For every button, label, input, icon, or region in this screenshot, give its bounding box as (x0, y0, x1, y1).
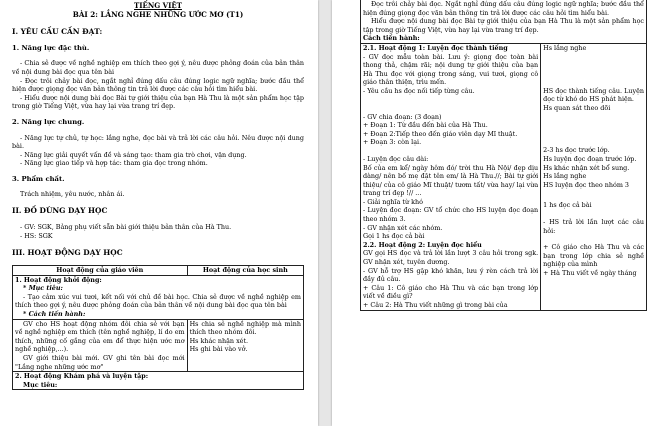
teacher-activity: - GV hỗ trợ HS gặp khó khăn, lưu ý rèn cách trả lời đầy đủ câu. (363, 266, 539, 284)
paragraph: - Chia sẻ được về nghề nghiệp em thích theo gợi ý, nêu được phỏng đoán của bản thân về nội dung bài đọc qua tên bài (12, 59, 304, 76)
student-activity: - HS trả lời lần lượt các câu hỏi: (543, 217, 644, 235)
student-activity: Hs chia sẻ nghề nghiệp mà mình thích theo nhóm đôi. (189, 319, 301, 337)
activity-table (12, 265, 304, 390)
subsection-2-heading: 2. Năng lực chung. (12, 117, 85, 126)
table-cell (13, 275, 304, 319)
paragraph: - Năng lực giải quyết vấn đề và sáng tạo: tham gia trò chơi, vận dụng. (20, 150, 247, 159)
student-cell (541, 43, 647, 310)
teacher-activity: GV cho HS hoạt động nhóm đôi chia sẻ với bạn về nghề nghiệp em thích (tên nghề nghiệp, lí do em thích, những cố gắng của em để thực hiện ước mơ nghề nghiệp,...). (15, 319, 185, 354)
paragraph: Trách nhiệm, yêu nước, nhân ái. (20, 190, 125, 199)
activity-heading: 2.2. Hoạt động 2: Luyện đọc hiểu (363, 240, 482, 249)
section-2-heading: II. ĐỒ DÙNG DẠY HỌC (12, 206, 108, 216)
teacher-activity: + Đoạn 1: Từ đầu đến bài của Hà Thu. (363, 121, 488, 130)
teacher-activity: - GV đọc mẫu toàn bài. Lưu ý: giọng đọc toàn bài thong thả, chậm rãi; nội dung tự giới thiệu của bạn Hà Thu đọc với giọng trong sáng, vui tươi, giọng cô giáo thân thiện, trìu mến. (363, 52, 539, 87)
student-cell (187, 319, 303, 372)
lesson-title: BÀI 2: LẮNG NGHE NHỮNG ƯỚC MƠ (T1) (72, 9, 244, 19)
teacher-activity: + Đoạn 2:Tiếp theo đến giáo viên dạy Mĩ thuật. (363, 129, 518, 138)
student-activity: 1 hs đọc cả bài (543, 201, 592, 210)
teacher-activity: - Yêu cầu hs đọc nối tiếp từng câu. (363, 86, 475, 95)
column-header-teacher: Hoạt động của giáo viên (13, 266, 188, 276)
objective-label: * Mục tiêu: (23, 284, 63, 293)
document-page-1 (0, 0, 318, 426)
teacher-activity: Gọi 1 hs đọc cả bài (363, 232, 425, 241)
activity-heading: 2. Hoạt động Khám phá và luyện tập: (15, 372, 149, 381)
column-header-student: Hoạt động của học sinh (187, 266, 303, 276)
subsection-1-heading: 1. Năng lực đặc thù. (12, 43, 90, 52)
paragraph: - Đọc trôi chảy bài đọc, ngắt nghỉ đúng dấu câu đúng logic ngữ nghĩa; bước đầu thể hiện được giọng đọc văn bản thông tin trả lời được các câu hỏi tìm hiểu bài. (12, 76, 304, 94)
student-activity: Hs quan sát theo dõi (543, 103, 611, 112)
student-activity: Hs ghi bài vào vở. (189, 345, 248, 354)
student-activity: Hs khác nhận xét bổ sung. (543, 163, 630, 172)
student-activity: Hs lắng nghe (543, 172, 587, 181)
table-row (361, 43, 647, 310)
teacher-activity: GV gọi HS đọc và trả lời lần lượt 3 câu hỏi trong sgk. GV nhận xét, tuyên dương. (363, 249, 539, 267)
activity-heading: 2.1. Hoạt động 1: Luyện đọc thành tiếng (363, 43, 508, 52)
subject-heading: TIẾNG VIỆT (134, 1, 182, 10)
teacher-activity: + Câu 1: Cô giáo cho Hà Thu và các bạn trong lớp viết về điều gì? (363, 283, 539, 301)
activity-table-continued (360, 0, 647, 311)
paragraph: - GV: SGK, Bảng phụ viết sẵn bài giới thiệu bản thân của Hà Thu. (20, 223, 232, 232)
student-activity: HS đọc thành tiếng câu. Luyện đọc từ khó do HS phát hiện. (543, 86, 644, 104)
table-cell (361, 0, 647, 43)
table-row (361, 0, 647, 43)
table-header-row (13, 266, 304, 276)
student-activity: 2-3 hs đọc trước lớp. (543, 146, 610, 155)
table-cell (13, 372, 304, 390)
student-activity: Hs luyện đọc đoạn trước lớp. (543, 154, 637, 163)
objective-label: Mục tiêu: (23, 380, 58, 389)
teacher-cell (13, 319, 188, 372)
objective-text: - Tạo cảm xúc vui tươi, kết nối với chủ đề bài học. Chia sẻ được về nghề nghiệp em thích theo gợi ý, nêu được phỏng đoán của bản thân về nội dung bài đọc qua tên bài (15, 292, 301, 310)
teacher-cell (361, 43, 541, 310)
document-page-2 (332, 0, 650, 426)
paragraph: - HS: SGK (20, 232, 53, 241)
teacher-activity: - Luyện đọc câu dài: (363, 154, 429, 163)
subsection-3-heading: 3. Phẩm chất. (12, 174, 65, 183)
objective-text: Đọc trôi chảy bài đọc. Ngắt nghỉ đúng dấu câu đúng logic ngữ nghĩa; bước đầu thể hiện đúng giọng đọc văn bản thông tin trả lời được các câu hỏi tìm hiểu bài. (363, 0, 644, 17)
objective-text: Hiểu được nội dung bài đọc Bài tự giới thiệu của bạn Hà Thu là một sản phẩm học tập trong giờ Tiếng Việt, vừa hay lại vừa trang trí đẹp. (363, 17, 644, 34)
table-row (13, 372, 304, 390)
activity-heading: 1. Hoạt động khởi động: (15, 275, 102, 284)
teacher-activity: - GV nhận xét các nhóm. (363, 223, 443, 232)
section-1-heading: I. YÊU CẦU CẦN ĐẠT: (12, 26, 103, 36)
paragraph: - Năng lực tự chủ, tự học: lắng nghe, đọc bài và trả lời các câu hỏi. Nêu được nội dung bài. (12, 133, 304, 151)
teacher-activity: - GV chia đoạn: (3 đoạn) (363, 112, 442, 121)
student-activity: Hs khác nhận xét. (189, 336, 249, 345)
procedure-label: * Cách tiến hành: (23, 309, 86, 318)
procedure-label: Cách tiến hành: (363, 34, 420, 43)
student-activity: HS luyện đọc theo nhóm 3 (543, 180, 629, 189)
table-row (13, 319, 304, 372)
student-activity: + Hà Thu viết về ngày tháng (543, 268, 637, 277)
teacher-activity: - Luyện đọc đoạn: GV tổ chức cho HS luyện đọc đoạn theo nhóm 3. (363, 206, 539, 224)
section-3-heading: III. HOẠT ĐỘNG DẠY HỌC (12, 248, 123, 258)
table-row (13, 275, 304, 319)
student-activity: + Cô giáo cho Hà Thu và các bạn trong lớp chia sẻ nghề nghiệp của mình (543, 243, 644, 269)
teacher-activity: + Câu 2: Hà Thu viết những gì trong bài của (363, 301, 508, 309)
teacher-activity: Bố của em kể/ ngày hôm đó/ trời thu Hà Nội/ đẹp dịu dàng/ nên bố mẹ đặt tên em/ là Hà Thu.//; Bài tự giới thiệu/ của cô giáo Mĩ thuật/ tươm tất/ vừa hay/ lại vừa trang trí đẹp !// ... (363, 163, 539, 198)
teacher-activity: - Giải nghĩa từ khó (363, 197, 423, 206)
teacher-activity: GV giới thiệu bài mới. GV ghi tên bài đọc mới "Lắng nghe những ước mơ" (15, 353, 185, 371)
teacher-activity: + Đoạn 3: còn lại. (363, 138, 422, 147)
paragraph: - Năng lực giao tiếp và hợp tác: tham gia đọc trong nhóm. (20, 159, 208, 168)
student-activity: Hs lắng nghe (543, 43, 587, 52)
paragraph: - Hiểu được nội dung bài đọc Bài tự giới thiệu của bạn Hà Thu là một sản phẩm học tập trong giờ Tiếng Việt, vừa hay lại vừa trang trí đẹp. (12, 93, 304, 111)
